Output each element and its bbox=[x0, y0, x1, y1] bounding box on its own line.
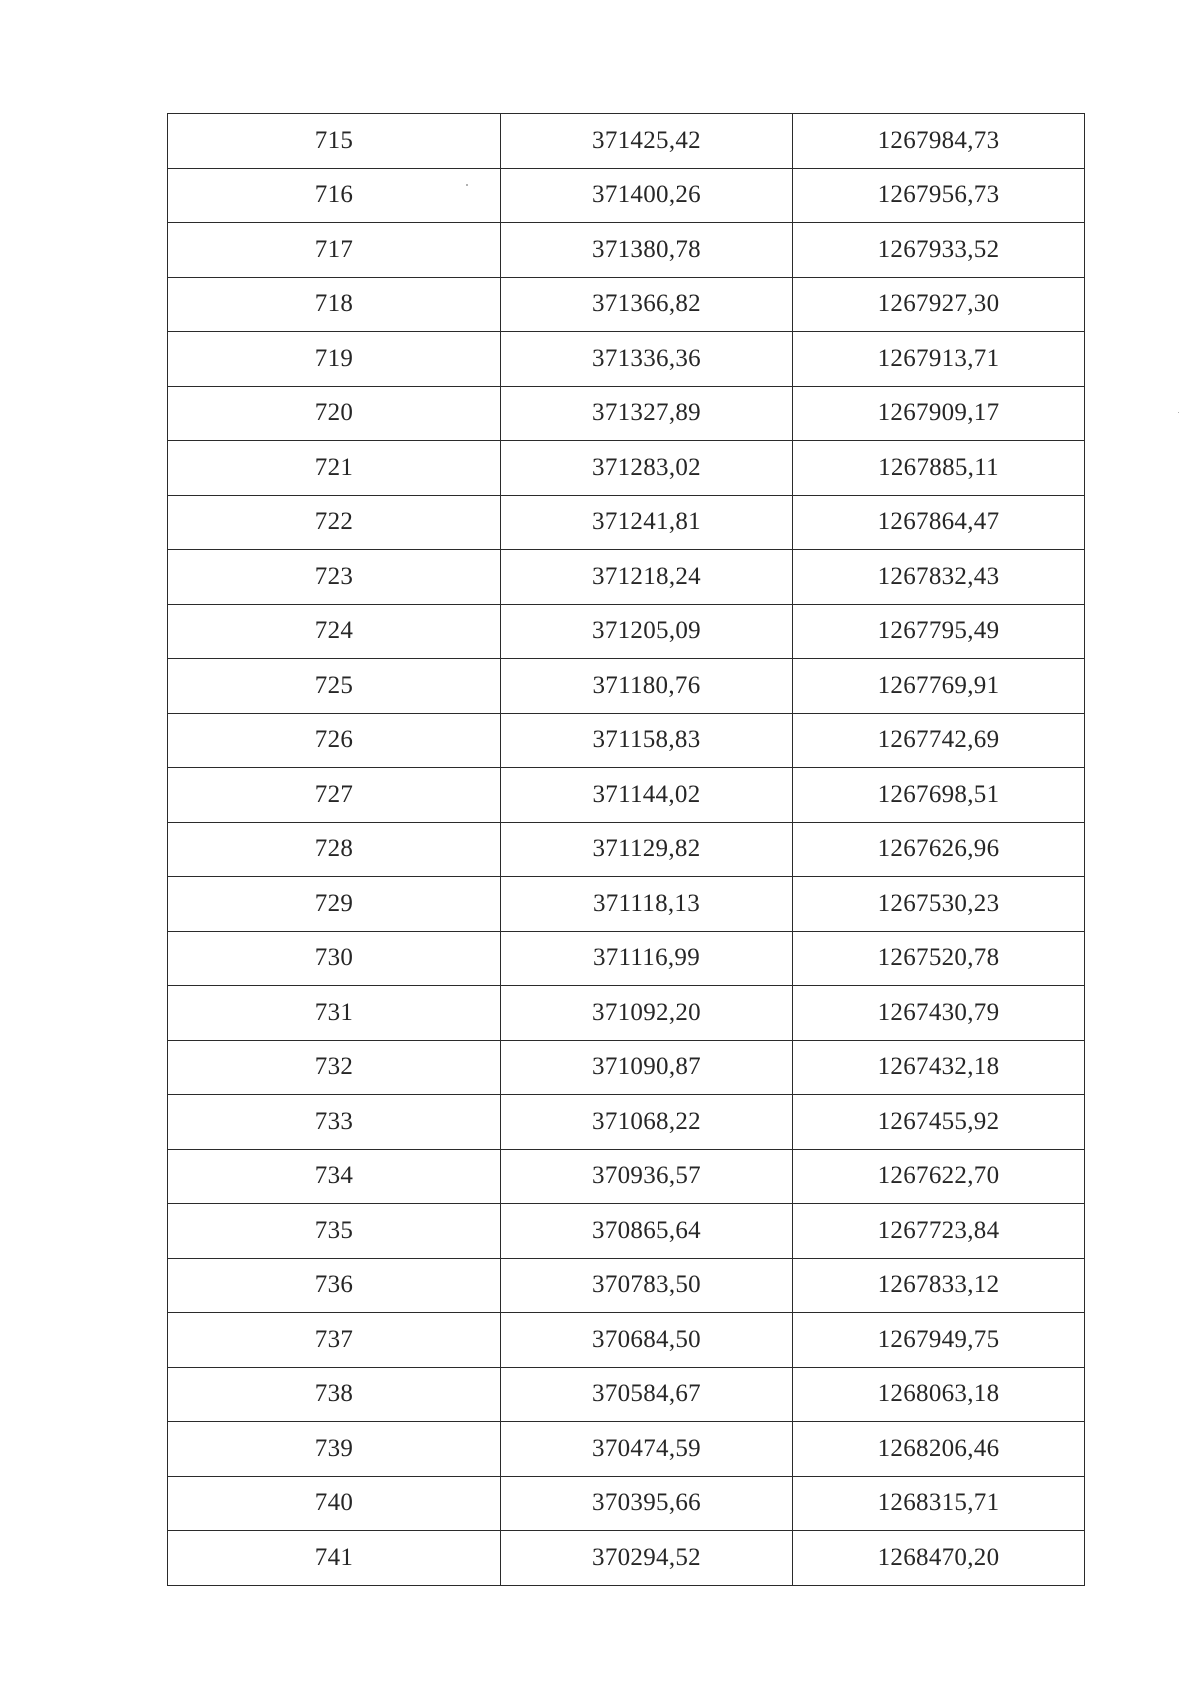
x-coordinate-cell: 370584,67 bbox=[501, 1367, 793, 1422]
point-number-cell: 740 bbox=[168, 1476, 501, 1531]
table-row bbox=[168, 822, 1085, 877]
y-coordinate-cell: 1267833,12 bbox=[793, 1258, 1085, 1313]
table-row bbox=[168, 931, 1085, 986]
y-coordinate-cell: 1267927,30 bbox=[793, 277, 1085, 332]
x-coordinate-cell: 371116,99 bbox=[501, 931, 793, 986]
point-number-cell: 730 bbox=[168, 931, 501, 986]
y-coordinate-cell: 1268063,18 bbox=[793, 1367, 1085, 1422]
table-row bbox=[168, 1095, 1085, 1150]
y-coordinate-cell: 1267949,75 bbox=[793, 1313, 1085, 1368]
table-row bbox=[168, 1313, 1085, 1368]
x-coordinate-cell: 371241,81 bbox=[501, 495, 793, 550]
point-number-cell: 735 bbox=[168, 1204, 501, 1259]
y-coordinate-cell: 1267913,71 bbox=[793, 332, 1085, 387]
x-coordinate-cell: 370936,57 bbox=[501, 1149, 793, 1204]
table-row bbox=[168, 332, 1085, 387]
point-number-cell: 718 bbox=[168, 277, 501, 332]
scan-speck bbox=[1178, 412, 1179, 413]
table-row bbox=[168, 168, 1085, 223]
y-coordinate-cell: 1267864,47 bbox=[793, 495, 1085, 550]
point-number-cell: 723 bbox=[168, 550, 501, 605]
x-coordinate-cell: 371283,02 bbox=[501, 441, 793, 496]
scan-speck bbox=[466, 184, 468, 186]
table-row bbox=[168, 1422, 1085, 1477]
y-coordinate-cell: 1267530,23 bbox=[793, 877, 1085, 932]
y-coordinate-cell: 1267626,96 bbox=[793, 822, 1085, 877]
point-number-cell: 732 bbox=[168, 1040, 501, 1095]
point-number-cell: 729 bbox=[168, 877, 501, 932]
y-coordinate-cell: 1267520,78 bbox=[793, 931, 1085, 986]
point-number-cell: 726 bbox=[168, 713, 501, 768]
x-coordinate-cell: 371092,20 bbox=[501, 986, 793, 1041]
y-coordinate-cell: 1267432,18 bbox=[793, 1040, 1085, 1095]
point-number-cell: 736 bbox=[168, 1258, 501, 1313]
point-number-cell: 733 bbox=[168, 1095, 501, 1150]
y-coordinate-cell: 1268206,46 bbox=[793, 1422, 1085, 1477]
table-row bbox=[168, 1204, 1085, 1259]
point-number-cell: 724 bbox=[168, 604, 501, 659]
x-coordinate-cell: 371425,42 bbox=[501, 114, 793, 169]
x-coordinate-cell: 371129,82 bbox=[501, 822, 793, 877]
point-number-cell: 739 bbox=[168, 1422, 501, 1477]
y-coordinate-cell: 1267455,92 bbox=[793, 1095, 1085, 1150]
table-row bbox=[168, 386, 1085, 441]
point-number-cell: 725 bbox=[168, 659, 501, 714]
x-coordinate-cell: 371205,09 bbox=[501, 604, 793, 659]
y-coordinate-cell: 1267795,49 bbox=[793, 604, 1085, 659]
point-number-cell: 720 bbox=[168, 386, 501, 441]
table-row bbox=[168, 1367, 1085, 1422]
point-number-cell: 719 bbox=[168, 332, 501, 387]
x-coordinate-cell: 370395,66 bbox=[501, 1476, 793, 1531]
table-row bbox=[168, 1476, 1085, 1531]
table-row bbox=[168, 550, 1085, 605]
coordinates-table-body bbox=[168, 114, 1085, 1586]
x-coordinate-cell: 371118,13 bbox=[501, 877, 793, 932]
x-coordinate-cell: 371400,26 bbox=[501, 168, 793, 223]
table-row bbox=[168, 1040, 1085, 1095]
x-coordinate-cell: 370865,64 bbox=[501, 1204, 793, 1259]
table-row bbox=[168, 1149, 1085, 1204]
y-coordinate-cell: 1267885,11 bbox=[793, 441, 1085, 496]
x-coordinate-cell: 371090,87 bbox=[501, 1040, 793, 1095]
x-coordinate-cell: 371380,78 bbox=[501, 223, 793, 278]
table-row bbox=[168, 659, 1085, 714]
y-coordinate-cell: 1268470,20 bbox=[793, 1531, 1085, 1586]
y-coordinate-cell: 1267430,79 bbox=[793, 986, 1085, 1041]
point-number-cell: 737 bbox=[168, 1313, 501, 1368]
x-coordinate-cell: 371366,82 bbox=[501, 277, 793, 332]
x-coordinate-cell: 371218,24 bbox=[501, 550, 793, 605]
table-row bbox=[168, 877, 1085, 932]
table-row bbox=[168, 1531, 1085, 1586]
x-coordinate-cell: 370783,50 bbox=[501, 1258, 793, 1313]
point-number-cell: 734 bbox=[168, 1149, 501, 1204]
point-number-cell: 727 bbox=[168, 768, 501, 823]
y-coordinate-cell: 1267956,73 bbox=[793, 168, 1085, 223]
x-coordinate-cell: 371327,89 bbox=[501, 386, 793, 441]
point-number-cell: 738 bbox=[168, 1367, 501, 1422]
y-coordinate-cell: 1267984,73 bbox=[793, 114, 1085, 169]
table-row bbox=[168, 114, 1085, 169]
y-coordinate-cell: 1267723,84 bbox=[793, 1204, 1085, 1259]
x-coordinate-cell: 370294,52 bbox=[501, 1531, 793, 1586]
y-coordinate-cell: 1267742,69 bbox=[793, 713, 1085, 768]
x-coordinate-cell: 370684,50 bbox=[501, 1313, 793, 1368]
y-coordinate-cell: 1267933,52 bbox=[793, 223, 1085, 278]
coordinates-table bbox=[167, 113, 1085, 1586]
y-coordinate-cell: 1267832,43 bbox=[793, 550, 1085, 605]
table-row bbox=[168, 768, 1085, 823]
point-number-cell: 717 bbox=[168, 223, 501, 278]
table-row bbox=[168, 223, 1085, 278]
table-row bbox=[168, 604, 1085, 659]
table-row bbox=[168, 441, 1085, 496]
table-row bbox=[168, 986, 1085, 1041]
point-number-cell: 721 bbox=[168, 441, 501, 496]
table-row bbox=[168, 1258, 1085, 1313]
point-number-cell: 741 bbox=[168, 1531, 501, 1586]
point-number-cell: 731 bbox=[168, 986, 501, 1041]
x-coordinate-cell: 371158,83 bbox=[501, 713, 793, 768]
x-coordinate-cell: 371144,02 bbox=[501, 768, 793, 823]
y-coordinate-cell: 1267909,17 bbox=[793, 386, 1085, 441]
table-row bbox=[168, 713, 1085, 768]
table-row bbox=[168, 495, 1085, 550]
x-coordinate-cell: 370474,59 bbox=[501, 1422, 793, 1477]
y-coordinate-cell: 1267698,51 bbox=[793, 768, 1085, 823]
x-coordinate-cell: 371068,22 bbox=[501, 1095, 793, 1150]
x-coordinate-cell: 371336,36 bbox=[501, 332, 793, 387]
y-coordinate-cell: 1267622,70 bbox=[793, 1149, 1085, 1204]
point-number-cell: 716 bbox=[168, 168, 501, 223]
x-coordinate-cell: 371180,76 bbox=[501, 659, 793, 714]
y-coordinate-cell: 1267769,91 bbox=[793, 659, 1085, 714]
point-number-cell: 715 bbox=[168, 114, 501, 169]
y-coordinate-cell: 1268315,71 bbox=[793, 1476, 1085, 1531]
point-number-cell: 728 bbox=[168, 822, 501, 877]
point-number-cell: 722 bbox=[168, 495, 501, 550]
table-row bbox=[168, 277, 1085, 332]
